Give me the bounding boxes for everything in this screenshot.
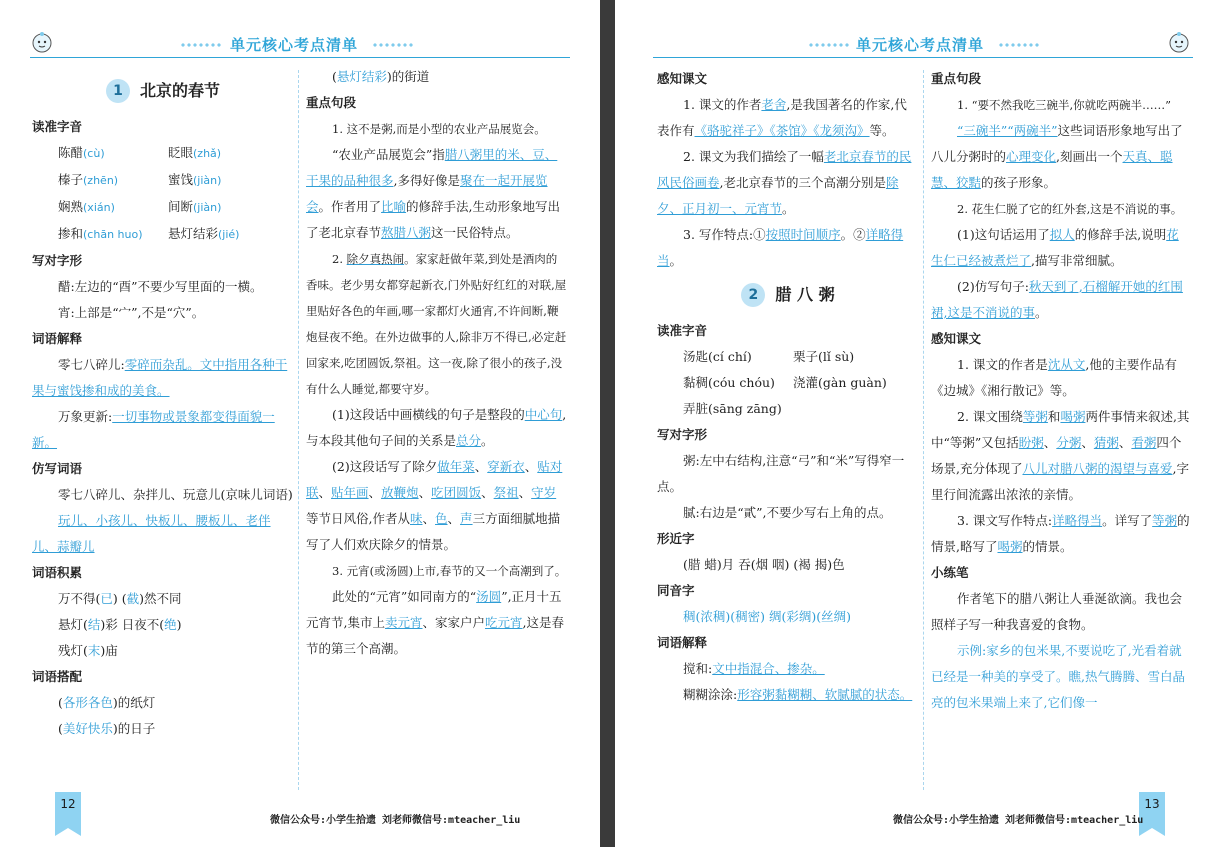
analysis: 此处的“元宵”如同南方的“汤圆”,正月十五元宵节,集市上卖元宵、家家户户吃元宵,这是春节的第三个高潮。	[306, 589, 565, 656]
page-number: 12	[55, 792, 81, 828]
sample-answer: 示例:家乡的包米果,不要说吃了,光看着就已经是一种美的享受了。瞧,热气腾腾、雪白晶亮的包米果端上来了,它们像一	[931, 643, 1185, 710]
text-line: 3. 写作特点:①按照时间顺序。②详略得当。	[657, 227, 904, 268]
analysis: (2)这段话写了除夕做年菜、穿新衣、贴对联、贴年画、放鞭炮、吃团圆饭、祭祖、守岁等节日风俗,作者从味、色、声三方面细腻地描写了人们欢庆除夕的情景。	[306, 459, 563, 552]
header-dots	[808, 43, 850, 47]
answer: 玩儿、小孩儿、快板儿、腰板儿、老伴儿、蒜瓣儿	[32, 513, 271, 554]
analysis: (1)这段话中画横线的句子是整段的中心句,与本段其他句子间的关系是总分。	[306, 407, 567, 448]
left-column-1	[32, 70, 294, 742]
section-title: 小练笔	[931, 565, 969, 580]
lesson-heading	[657, 278, 919, 312]
char-row: 陈醋(cù) 眨眼(zhǎ)	[58, 145, 222, 160]
text-line: 作者笔下的腊八粥让人垂涎欲滴。我也会照样子写一种我喜爱的食物。	[931, 591, 1183, 632]
analysis: (2)仿写句子:秋天到了,石榴解开她的红围裙,这是不消说的事。	[931, 279, 1183, 320]
char-row: 娴熟(xián) 间断(jiàn)	[58, 199, 222, 214]
collocation-row: (美好快乐)的日子	[58, 721, 156, 736]
right-column-2	[931, 66, 1191, 716]
header-line	[653, 57, 1193, 58]
lesson-title: 北京的春节	[139, 81, 220, 100]
key-sentence: 3. 元宵(或汤圆)上市,春节的又一个高潮到了。	[332, 564, 567, 578]
analysis: “三碗半”“两碗半”这些词语形象地写出了八儿分粥时的心理变化,刻画出一个天真、聪慧、狡黠的孩子形象。	[931, 123, 1183, 190]
text-line: 零七八碎儿、杂拌儿、玩意儿(京味儿词语)	[58, 487, 293, 502]
header-line	[30, 57, 570, 58]
section-title: 感知课文	[931, 331, 982, 346]
text-line: 粥:左中右结构,注意“弓”和“米”写得窄一点。	[657, 453, 905, 494]
text-line: 醋:左边的“酉”不要少写里面的一横。	[58, 279, 263, 294]
section-title: 感知课文	[657, 71, 708, 86]
text-line: 稠(浓稠)(稠密) 绸(彩绸)(丝绸)	[683, 609, 851, 624]
text-line: 腻:右边是“貳”,不要少写右上角的点。	[683, 505, 892, 520]
key-paragraph: 2. 除夕真热闹。家家赶做年菜,到处是酒肉的香味。老少男女都穿起新衣,门外贴好红红的对联,屋里贴好各色的年画,哪一家都灯火通宵,不许间断,鞭炮昼夜不绝。在外边做事的人,除非万不得已,必定赶回家来,吃团圆饭,祭祖。这一夜,除了很小的孩子,没有什么人睡觉,都要守岁。	[306, 252, 567, 396]
footer-text: 微信公众号:小学生拾遗 刘老师微信号:mteacher_liu	[893, 815, 1144, 826]
definition: 万象更新:一切事物或景象都变得面貌一新。	[32, 409, 275, 450]
idiom-row: 悬灯(结)彩 日夜不(绝)	[58, 617, 182, 632]
text-line: 2. 课文为我们描绘了一幅老北京春节的民风民俗画卷,老北京春节的三个高潮分别是除夕、正月初一、元宵节。	[657, 149, 912, 216]
definition: 零七八碎儿:零碎而杂乱。文中指用各种干果与蜜饯掺和成的美食。	[32, 357, 288, 398]
idiom-row: 万不得(已) (截)然不同	[58, 591, 182, 606]
char-row: 弄脏(sāng zāng)	[683, 401, 782, 416]
header-title: 单元核心考点清单	[230, 36, 359, 54]
char-row: 掺和(chān huo) 悬灯结彩(jié)	[58, 226, 240, 241]
section-title: 重点句段	[306, 95, 357, 110]
column-divider	[923, 70, 924, 790]
idiom-row: 残灯(末)庙	[58, 643, 118, 658]
text-line: 2. 课文围绕等粥和喝粥两件事情来叙述,其中“等粥”又包括盼粥、分粥、猜粥、看粥四个场景,充分体现了八儿对腊八粥的渴望与喜爱,字里行间流露出浓浓的亲情。	[931, 409, 1190, 502]
collocation-row: (各形各色)的纸灯	[58, 695, 156, 710]
cartoon-icon	[30, 30, 54, 54]
section-title: 写对字形	[657, 427, 708, 442]
section-title: 形近字	[657, 531, 695, 546]
section-title: 仿写词语	[32, 461, 83, 476]
text-line: 1. 课文的作者老舍,是我国著名的作家,代表作有《骆驼祥子》《茶馆》《龙须沟》等。	[657, 97, 907, 138]
text-line: 1. 课文的作者是沈从文,他的主要作品有《边城》《湘行散记》等。	[931, 357, 1177, 398]
analysis: (1)这句话运用了拟人的修辞手法,说明花生仁已经被煮烂了,描写非常细腻。	[931, 227, 1179, 268]
text-line: 宵:上部是“宀”,不是“穴”。	[58, 305, 205, 320]
key-sentence: 1. “要不然我吃三碗半,你就吃两碗半……”	[957, 98, 1172, 112]
header-title: 单元核心考点清单	[856, 36, 985, 54]
right-page	[615, 0, 1223, 847]
definition: 糊糊涂涂:形容粥黏糊糊、软腻腻的状态。	[683, 687, 913, 702]
lesson-title: 腊 八 粥	[775, 285, 835, 304]
analysis: “农业产品展览会”指腊八粥里的米、豆、干果的品种很多,多得好像是聚在一起开展览会。作者用了比喻的修辞手法,生动形象地写出了老北京春节熬腊八粥这一民俗特点。	[306, 147, 561, 240]
char-row: 黏稠(cóu chóu) 浇灌(gàn guàn)	[683, 375, 887, 390]
header-dots	[180, 43, 222, 47]
lesson-number: 2	[741, 283, 765, 307]
left-header	[30, 30, 570, 60]
char-row: 榛子(zhēn) 蜜饯(jiàn)	[58, 172, 222, 187]
char-row: 汤匙(cí chí) 栗子(lǐ sù)	[683, 349, 855, 364]
section-title: 同音字	[657, 583, 695, 598]
section-title: 读准字音	[32, 119, 83, 134]
header-dots	[372, 43, 414, 47]
section-title: 词语解释	[657, 635, 708, 650]
lesson-heading	[32, 74, 294, 108]
book-spine	[600, 0, 615, 847]
section-title: 词语解释	[32, 331, 83, 346]
page-number: 13	[1139, 792, 1165, 828]
lesson-number: 1	[106, 79, 130, 103]
section-title: 词语搭配	[32, 669, 83, 684]
left-column-2	[306, 64, 568, 662]
collocation-row: (悬灯结彩)的街道	[332, 69, 430, 84]
cartoon-icon	[1167, 30, 1191, 54]
column-divider	[298, 70, 299, 790]
definition: 搅和:文中指混合、掺杂。	[683, 661, 825, 676]
text-line: (腊 蜡)月 吞(烟 咽) (褐 揭)色	[683, 557, 845, 572]
key-sentence: 1. 这不是粥,而是小型的农业产品展览会。	[332, 122, 546, 136]
section-title: 写对字形	[32, 253, 83, 268]
key-sentence: 2. 花生仁脱了它的红外套,这是不消说的事。	[957, 202, 1183, 216]
header-dots	[998, 43, 1040, 47]
right-column-1	[657, 66, 919, 708]
footer-text: 微信公众号:小学生拾遗 刘老师微信号:mteacher_liu	[270, 815, 521, 826]
section-title: 重点句段	[931, 71, 982, 86]
right-header	[653, 30, 1193, 60]
section-title: 读准字音	[657, 323, 708, 338]
left-page	[0, 0, 600, 847]
text-line: 3. 课文写作特点:详略得当。详写了等粥的情景,略写了喝粥的情景。	[931, 513, 1190, 554]
section-title: 词语积累	[32, 565, 83, 580]
